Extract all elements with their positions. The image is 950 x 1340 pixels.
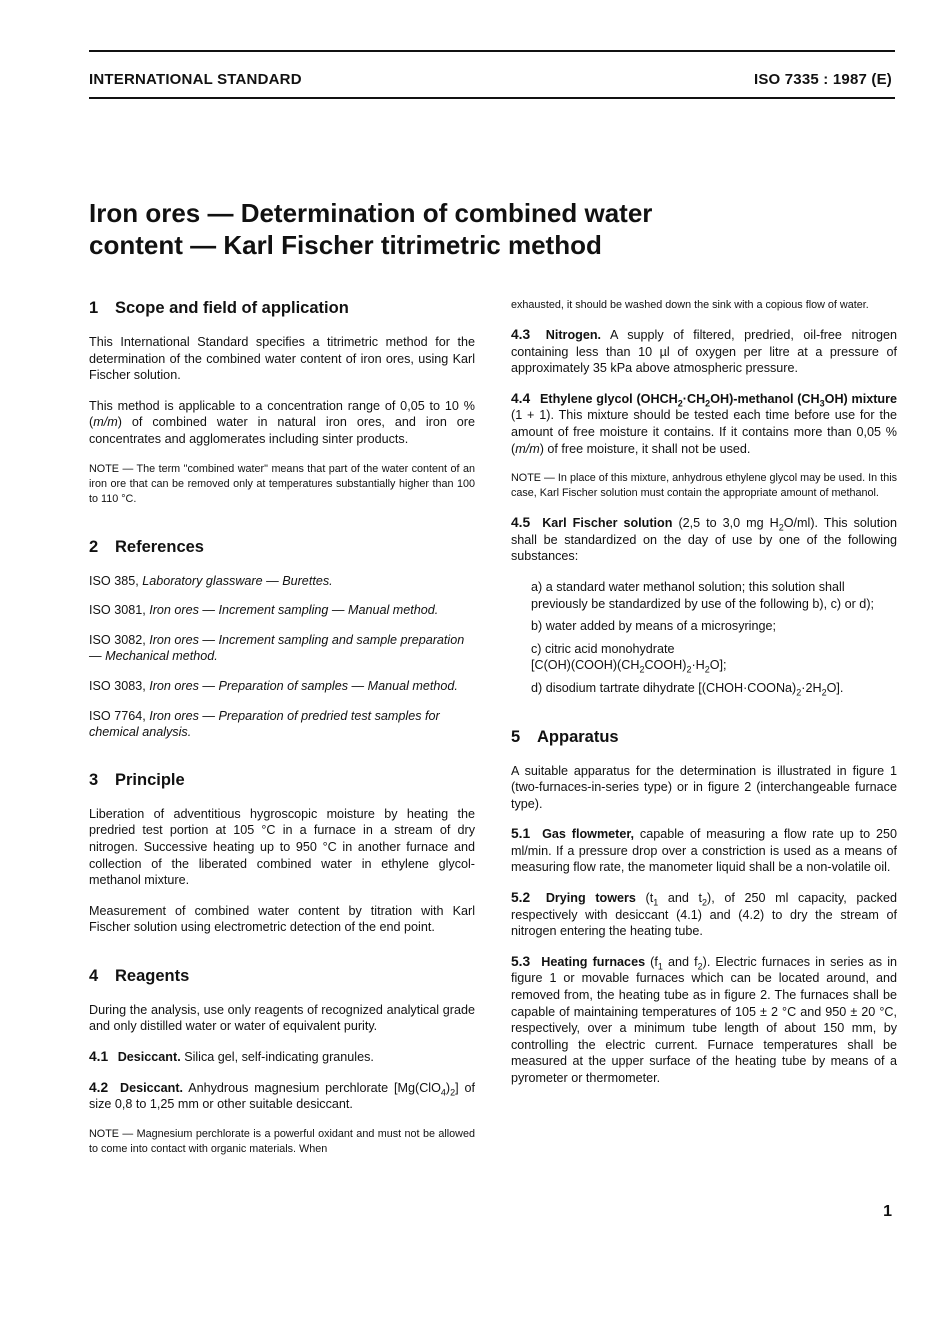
section-4-intro: During the analysis, use only reagents of recognized analytical grade and only distilled water or water of equivalent purity. [89, 1002, 475, 1034]
references-list [89, 573, 475, 741]
section-3-heading: 3 Principle [89, 770, 185, 789]
right-column [511, 298, 897, 1101]
title-line-1: Iron ores — Determination of combined water [89, 198, 653, 228]
list-item: a) a standard water methanol solution; this solution shall previously be standardized by use of the following b), c) or d); [531, 579, 875, 611]
document-title [89, 197, 889, 261]
section-1-paragraph-2: This method is applicable to a concentration range of 0,05 to 10 % (m/m) of combined water in natural iron ores, and iron ore concentrates and agglomerates including sinter products. [89, 398, 475, 446]
top-rule [89, 50, 895, 52]
section-1-note: NOTE — The term "combined water" means that part of the water content of an iron ore that can be removed only at temperatures substantially higher than 100 to 110 °C. [89, 462, 475, 505]
page-number: 1 [883, 1203, 892, 1220]
reference-item: ISO 385, Laboratory glassware — Burettes. [89, 573, 333, 588]
list-item: b) water added by means of a microsyringe; [531, 619, 776, 634]
clause-4-4: 4.4 Ethylene glycol $(OHCH_2\cdot CH_2OH)$-methanol $(CH_3OH)$ mixture (1 + 1). This mixture should be tested each time before use for the amount of free moisture it contains. If it contains more than 0,05 % (m/m) of free moisture, it shall not be used. [511, 390, 898, 456]
section-3-paragraph-1: Liberation of adventitious hygroscopic moisture by heating the predried test portion at 105 °C in a furnace in a stream of dry nitrogen. Successive heating up to 950 °C in another furnace and collection of the liberated combined water in ethylene glycol-methanol mixture. [89, 806, 475, 888]
section-2-heading: 2 References [89, 537, 204, 556]
section-1-paragraph-1: This International Standard specifies a titrimetric method for the determination of the combined water content of iron ores, using Karl Fischer solution. [89, 335, 475, 383]
reference-item: ISO 3082, Iron ores — Increment sampling and sample preparation — Mechanical method. [89, 632, 465, 664]
clause-4-1: 4.1 Desiccant. Silica gel, self-indicating granules. [89, 1049, 374, 1065]
clause-5-1: 5.1 Gas flowmeter, capable of measuring a flow rate up to 250 ml/min. If a pressure drop over a constriction is used as a means of measuring flow rate, the manometer liquid shall be a non-volatile oil. [511, 826, 897, 875]
header-left: INTERNATIONAL STANDARD [89, 71, 302, 88]
clause-4-2-note-continued: exhausted, it should be washed down the sink with a copious flow of water. [511, 299, 869, 311]
list-item: d) disodium tartrate dihydrate $[(CHOH\cdot COONa)_2\cdot 2H_2O]$. [531, 680, 844, 698]
substances-list [531, 579, 897, 697]
reference-item: ISO 3081, Iron ores — Increment sampling — Manual method. [89, 603, 439, 618]
clause-4-2: 4.2 Desiccant. Anhydrous magnesium perchlorate $[Mg(ClO_4)_2]$ of size 0,8 to 1,25 mm or other suitable desiccant. [89, 1079, 475, 1112]
header-right: ISO 7335 : 1987 (E) [753, 71, 892, 88]
clause-4-3: 4.3 Nitrogen. A supply of filtered, predried, oil-free nitrogen containing less than 10 µl of oxygen per litre at a pressure of approximately 35 kPa above atmospheric pressure. [511, 327, 898, 376]
title-line-2: content — Karl Fischer titrimetric method [89, 230, 602, 260]
clause-4-4-note: NOTE — In place of this mixture, anhydrous ethylene glycol may be used. In this case, Karl Fischer solution must contain the appropriate amount of methanol. [511, 472, 897, 500]
section-5-intro: A suitable apparatus for the determination is illustrated in figure 1 (two-furnaces-in-series type) or in figure 2 (interchangeable furnace type). [511, 763, 897, 811]
section-1-heading: 1 Scope and field of application [89, 299, 349, 317]
section-3-paragraph-2: Measurement of combined water content by titration with Karl Fischer solution using electrometric detection of the end point. [89, 903, 475, 935]
section-5-heading: 5 Apparatus [511, 727, 619, 746]
clause-4-2-note: NOTE — Magnesium perchlorate is a powerful oxidant and must not be allowed to come into contact with organic materials. When [89, 1127, 475, 1155]
clause-5-2: 5.2 Drying towers ($t_1$ and $t_2$), of 250 ml capacity, packed respectively with desiccant (4.1) and (4.2) to dry the stream of nitrogen entering the heating tube. [511, 890, 897, 939]
clause-4-5: 4.5 Karl Fischer solution (2,5 to 3,0 mg $H_2O/ml$). This solution shall be standardized on the day of use by one of the following substances: [511, 515, 898, 564]
list-item: c) citric acid monohydrate $[C(OH)(COOH)(CH_2COOH)_2\cdot H_2O]$; [531, 641, 727, 675]
reference-item: ISO 7764, Iron ores — Preparation of predried test samples for chemical analysis. [89, 708, 440, 740]
section-4-heading: 4 Reagents [89, 966, 190, 985]
header-rule [89, 97, 895, 99]
clause-5-3: 5.3 Heating furnaces ($f_1$ and $f_2$). Electric furnaces in series as in figure 1 or movable furnaces which can be located around, and removed from, the heating tube as in figure 2. The furnaces shall be capable of maintaining temperatures of 105 ± 2 °C and 950 ± 20 °C, respectively, over a minimum tube length of about 150 mm, by controlling the electric current. Furnace temperatures shall be measured at the upper surface of the heating tube by means of a pyrometer or thermometer. [511, 953, 897, 1085]
reference-item: ISO 3083, Iron ores — Preparation of samples — Manual method. [89, 678, 458, 693]
left-column [89, 298, 475, 1171]
